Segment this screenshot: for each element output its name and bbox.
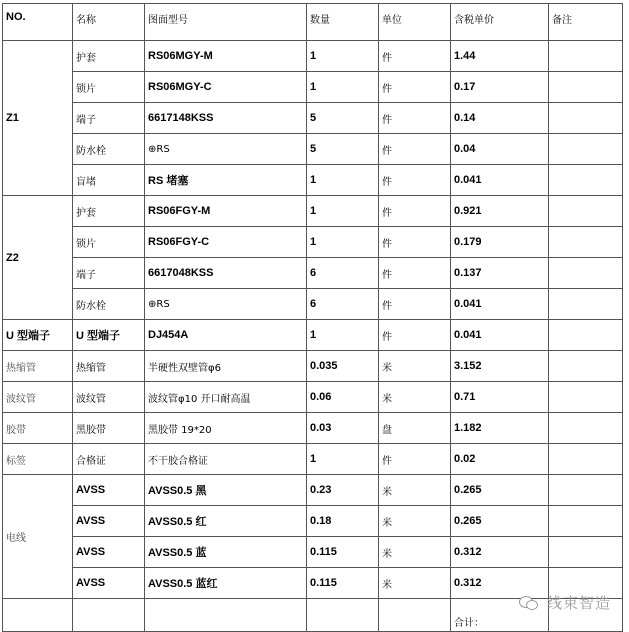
cell-unit: 米 [379,382,451,413]
cell-name: 防水栓 [73,134,145,165]
cell-qty: 0.115 [307,537,379,568]
header-qty: 数量 [307,4,379,41]
cell-unit: 米 [379,537,451,568]
cell-model: 黑胶带 19*20 [145,413,307,444]
cell-remark [549,289,623,320]
table-row [3,351,623,382]
cell-name: 锁片 [73,72,145,103]
table-row [3,382,623,413]
header-price: 含税单价 [451,4,549,41]
table-row [3,320,623,351]
total-empty-cell [379,599,451,632]
wechat-icon [519,595,539,611]
cell-name: 波纹管 [73,382,145,413]
table-row [3,444,623,475]
total-label: 合计： [451,599,549,632]
table-body [3,4,623,632]
cell-unit: 件 [379,165,451,196]
cell-remark [549,258,623,289]
cell-price: 0.02 [451,444,549,475]
watermark [519,592,611,613]
cell-unit: 米 [379,351,451,382]
cell-remark [549,41,623,72]
cell-unit: 件 [379,72,451,103]
cell-qty: 0.03 [307,413,379,444]
cell-remark [549,506,623,537]
cell-remark [549,134,623,165]
cell-remark [549,103,623,134]
table-row [3,41,623,72]
cell-qty: 1 [307,227,379,258]
cell-name: AVSS [73,537,145,568]
cell-unit: 件 [379,320,451,351]
group-no: Z1 [3,41,73,196]
cell-unit: 件 [379,258,451,289]
cell-price: 0.312 [451,568,549,599]
cell-remark [549,196,623,227]
group-no: 电线 [3,475,73,599]
cell-name: 盲堵 [73,165,145,196]
group-no: 热缩管 [3,351,73,382]
cell-remark [549,382,623,413]
table-row [3,537,623,568]
cell-qty: 5 [307,103,379,134]
cell-price: 0.17 [451,72,549,103]
cell-model: 不干胶合格证 [145,444,307,475]
cell-model: ⊕RS [145,134,307,165]
cell-unit: 米 [379,506,451,537]
cell-qty: 1 [307,165,379,196]
cell-qty: 6 [307,289,379,320]
cell-remark [549,227,623,258]
cell-model: 6617148KSS [145,103,307,134]
cell-qty: 0.115 [307,568,379,599]
cell-name: 锁片 [73,227,145,258]
cell-price: 0.921 [451,196,549,227]
cell-model: RS06FGY-C [145,227,307,258]
group-no: U 型端子 [3,320,73,351]
total-empty-cell [73,599,145,632]
cell-remark [549,72,623,103]
cell-model: 6617048KSS [145,258,307,289]
cell-unit: 件 [379,103,451,134]
cell-qty: 0.06 [307,382,379,413]
cell-price: 0.137 [451,258,549,289]
table-row [3,289,623,320]
cell-name: 护套 [73,196,145,227]
cell-name: 合格证 [73,444,145,475]
cell-price: 0.04 [451,134,549,165]
cell-name: AVSS [73,568,145,599]
cell-qty: 0.18 [307,506,379,537]
table-row [3,103,623,134]
table-row [3,134,623,165]
group-no: Z2 [3,196,73,320]
cell-model: 波纹管φ10 开口耐高温 [145,382,307,413]
cell-name: 防水栓 [73,289,145,320]
cell-remark [549,475,623,506]
table-row [3,506,623,537]
cell-remark [549,351,623,382]
cell-remark [549,537,623,568]
cell-unit: 件 [379,134,451,165]
cell-qty: 1 [307,72,379,103]
table-row [3,196,623,227]
cell-model: 半硬性双壁管φ6 [145,351,307,382]
group-no: 标签 [3,444,73,475]
cell-qty: 1 [307,196,379,227]
cell-model: ⊕RS [145,289,307,320]
cell-model: AVSS0.5 红 [145,506,307,537]
cell-price: 0.041 [451,320,549,351]
cell-name: 端子 [73,103,145,134]
cell-remark [549,444,623,475]
cell-price: 0.265 [451,475,549,506]
cell-unit: 盘 [379,413,451,444]
cell-unit: 件 [379,227,451,258]
cell-qty: 1 [307,41,379,72]
cell-price: 0.265 [451,506,549,537]
table-row [3,258,623,289]
cell-model: RS06FGY-M [145,196,307,227]
cell-unit: 件 [379,289,451,320]
header-unit: 单位 [379,4,451,41]
header-no: NO. [3,4,73,41]
header-remark: 备注 [549,4,623,41]
cell-unit: 件 [379,444,451,475]
cell-price: 0.041 [451,289,549,320]
cell-model: AVSS0.5 黑 [145,475,307,506]
header-name: 名称 [73,4,145,41]
cell-qty: 0.035 [307,351,379,382]
cell-model: AVSS0.5 蓝 [145,537,307,568]
table-row [3,165,623,196]
cell-name: 黑胶带 [73,413,145,444]
cell-model: RS 堵塞 [145,165,307,196]
total-empty-cell [3,599,73,632]
total-empty-cell [145,599,307,632]
cell-model: DJ454A [145,320,307,351]
cell-unit: 米 [379,568,451,599]
cell-qty: 5 [307,134,379,165]
cell-price: 1.44 [451,41,549,72]
cell-price: 0.71 [451,382,549,413]
bom-table [2,3,623,632]
watermark-text: 线束智造 [547,594,612,612]
cell-unit: 米 [379,475,451,506]
cell-unit: 件 [379,41,451,72]
cell-name: AVSS [73,506,145,537]
cell-qty: 1 [307,444,379,475]
cell-qty: 0.23 [307,475,379,506]
cell-price: 0.179 [451,227,549,258]
cell-model: AVSS0.5 蓝红 [145,568,307,599]
header-model: 图面型号 [145,4,307,41]
header-row [3,4,623,41]
cell-price: 3.152 [451,351,549,382]
cell-qty: 6 [307,258,379,289]
cell-remark [549,320,623,351]
table-row [3,413,623,444]
cell-price: 1.182 [451,413,549,444]
cell-name: 热缩管 [73,351,145,382]
total-empty-cell [307,599,379,632]
table-row [3,227,623,258]
cell-model: RS06MGY-M [145,41,307,72]
cell-remark [549,413,623,444]
cell-remark [549,165,623,196]
cell-unit: 件 [379,196,451,227]
cell-name: 护套 [73,41,145,72]
cell-price: 0.14 [451,103,549,134]
cell-model: RS06MGY-C [145,72,307,103]
cell-name: 端子 [73,258,145,289]
group-no: 胶带 [3,413,73,444]
cell-qty: 1 [307,320,379,351]
group-no: 波纹管 [3,382,73,413]
cell-name: U 型端子 [73,320,145,351]
cell-price: 0.312 [451,537,549,568]
table-row [3,475,623,506]
cell-name: AVSS [73,475,145,506]
table-row [3,72,623,103]
cell-price: 0.041 [451,165,549,196]
